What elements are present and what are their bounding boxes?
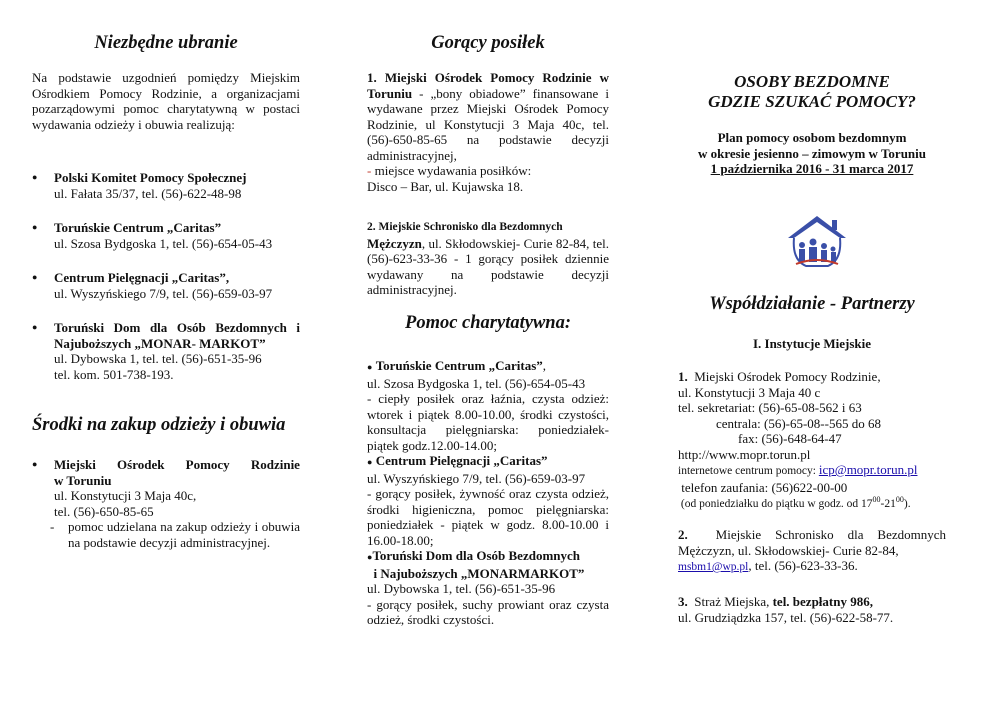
org-address: ul. Fałata 35/37, tel. (56)-622-48-98 — [54, 185, 242, 201]
home-logo-icon — [782, 212, 852, 272]
mopr-address: ul. Konstytucji 3 Maja 40c, — [54, 488, 197, 503]
page-title: OSOBY BEZDOMNE GDZIE SZUKAĆ POMOCY? — [708, 72, 916, 111]
heading-clothing: Niezbędne ubranie — [94, 33, 238, 53]
partner-1: 1. Miejski Ośrodek Pomocy Rodzinie, ul. Konstytucji 3 Maja 40 c tel. sekretariat: (56)-65-08-562 i 63 centrala: (56)-65-08--565 do 68 fax: (56)-648-64-47 http://www.mopr.torun.pl internetowe centrum pomocy: icp@mopr.torun.pl telefon zaufania: (56)622-00-00 (od poniedziałku do piątku w godz. od $17^{00}-21^{00}$). — [678, 369, 918, 510]
shelter-email-link[interactable]: msbm1@wp.pl — [678, 561, 749, 573]
org-name: Toruńskie Centrum „Caritas” — [54, 220, 222, 235]
list-item: ● Toruńskie Centrum „Caritas”, ul. Szosa Bydgoska 1, tel. (56)-654-05-43 - ciepły posiłek oraz łaźnia, czysta odzież: wtorek i piątek 8.00-10.00, środki czystości, konsultacja pielęgniarska: poniedziałek- piątek godz.12.00-14.00; — [367, 358, 609, 453]
org-name: Polski Komitet Pomocy Społecznej — [54, 170, 247, 185]
list-item: ●Toruński Dom dla Osób Bezdomnych i Najuboższych „MONARMARKOT” ul. Dybowska 1, tel. (56)-651-35-96 - gorący posiłek, suchy prowiant oraz czysta odzież, środki czystości. — [367, 548, 609, 627]
institutions-heading: I. Instytucje Miejskie — [752, 336, 872, 351]
org-name: Toruński Dom dla Osób Bezdomnych i Najuboższych „MONAR- MARKOT” — [54, 320, 300, 351]
partner-3: 3. Straż Miejska, tel. bezpłatny 986, ul. Grudziądzka 157, tel. (56)-622-58-77. — [678, 594, 894, 625]
meal-item-1: 1. Miejski Ośrodek Pomocy Rodzinie w Toruniu - „bony obiadowe” finansowane i wydawane przez Miejski Ośrodek Pomocy Rodzinie, ul Konstytucji 3 Maja 40c, tel. (56)-650-85-65 na podstawie decyzji administracyjnej, - miejsce wydawania posiłków: Disco – Bar, ul. Kujawska 18. — [367, 70, 609, 194]
icp-email-link[interactable]: icp@mopr.torun.pl — [818, 462, 918, 477]
partner-2: 2. Miejskie Schronisko dla Bezdomnych Mężczyzn, ul. Skłodowskiej- Curie 82-84, msbm1@wp.pl, tel. (56)-623-33-36. — [678, 527, 947, 573]
heading-meal: Gorący posiłek — [431, 33, 545, 53]
org-mobile: tel. kom. 501-738-193. — [54, 366, 174, 382]
heading-partners: Współdziałanie - Partnerzy — [709, 294, 915, 314]
charity-list — [367, 358, 609, 628]
org-address: ul. Dybowska 1, tel. tel. (56)-651-35-96 — [54, 351, 262, 366]
clothing-intro: Na podstawie uzgodnień pomiędzy Miejskim Ośrodkiem Pomocy Rodzinie, a organizacjami pozarządowymi pomoc charytatywną w postaci wydawania odzieży i obuwia realizują: — [32, 70, 300, 132]
mopr-name: w Toruniu — [54, 472, 112, 488]
meal-item-2: 2. Miejskie Schronisko dla Bezdomnych Mężczyzn, ul. Skłodowskiej- Curie 82-84, tel. (56)-623-33-36 - 1 gorący posiłek dziennie wydawany na podstawie decyzji administracyjnej. — [367, 221, 609, 297]
heading-charity: Pomoc charytatywna: — [405, 313, 571, 333]
list-item — [32, 220, 300, 251]
org-name: Centrum Pielęgnacji „Caritas”, — [54, 270, 230, 285]
website-link[interactable]: http://www.mopr.torun.pl — [678, 446, 811, 462]
meal-place: Disco – Bar, ul. Kujawska 18. — [367, 178, 524, 194]
org-address: ul. Wyszyńskiego 7/9, tel. (56)-659-03-97 — [54, 285, 273, 301]
heading-funds: Środki na zakup odzieży i obuwia — [32, 415, 286, 435]
list-item-mopr: ● Miejski Ośrodek Pomocy Rodzinie w Toruniu ul. Konstytucji 3 Maja 40c, tel. (56)-650-85-65 - pomoc udzielana na zakup odzieży i obuwia na podstawie decyzji administracyjnej. — [32, 457, 300, 550]
mopr-phone: tel. (56)-650-85-65 — [54, 503, 154, 519]
plan-subtitle: Plan pomocy osobom bezdomnym w okresie jesienno – zimowym w Toruniu 1 października 2016 - 31 marca 2017 — [698, 130, 926, 176]
list-item — [32, 320, 300, 382]
list-item — [32, 170, 300, 201]
org-address: ul. Szosa Bydgoska 1, tel. (56)-654-05-43 — [54, 235, 273, 251]
mopr-note: pomoc udzielana na zakup odzieży i obuwia na podstawie decyzji administracyjnej. — [68, 519, 300, 550]
list-item: ● Centrum Pielęgnacji „Caritas” ul. Wyszyńskiego 7/9, tel. (56)-659-03-97 - gorący posiłek, żywność oraz czysta odzież, środki higieniczna, pomoc pielęgniarska: poniedziałek - piątek w godz. 8.00-10.00 i 16.00-18.00; — [367, 453, 609, 548]
list-item — [32, 270, 300, 301]
